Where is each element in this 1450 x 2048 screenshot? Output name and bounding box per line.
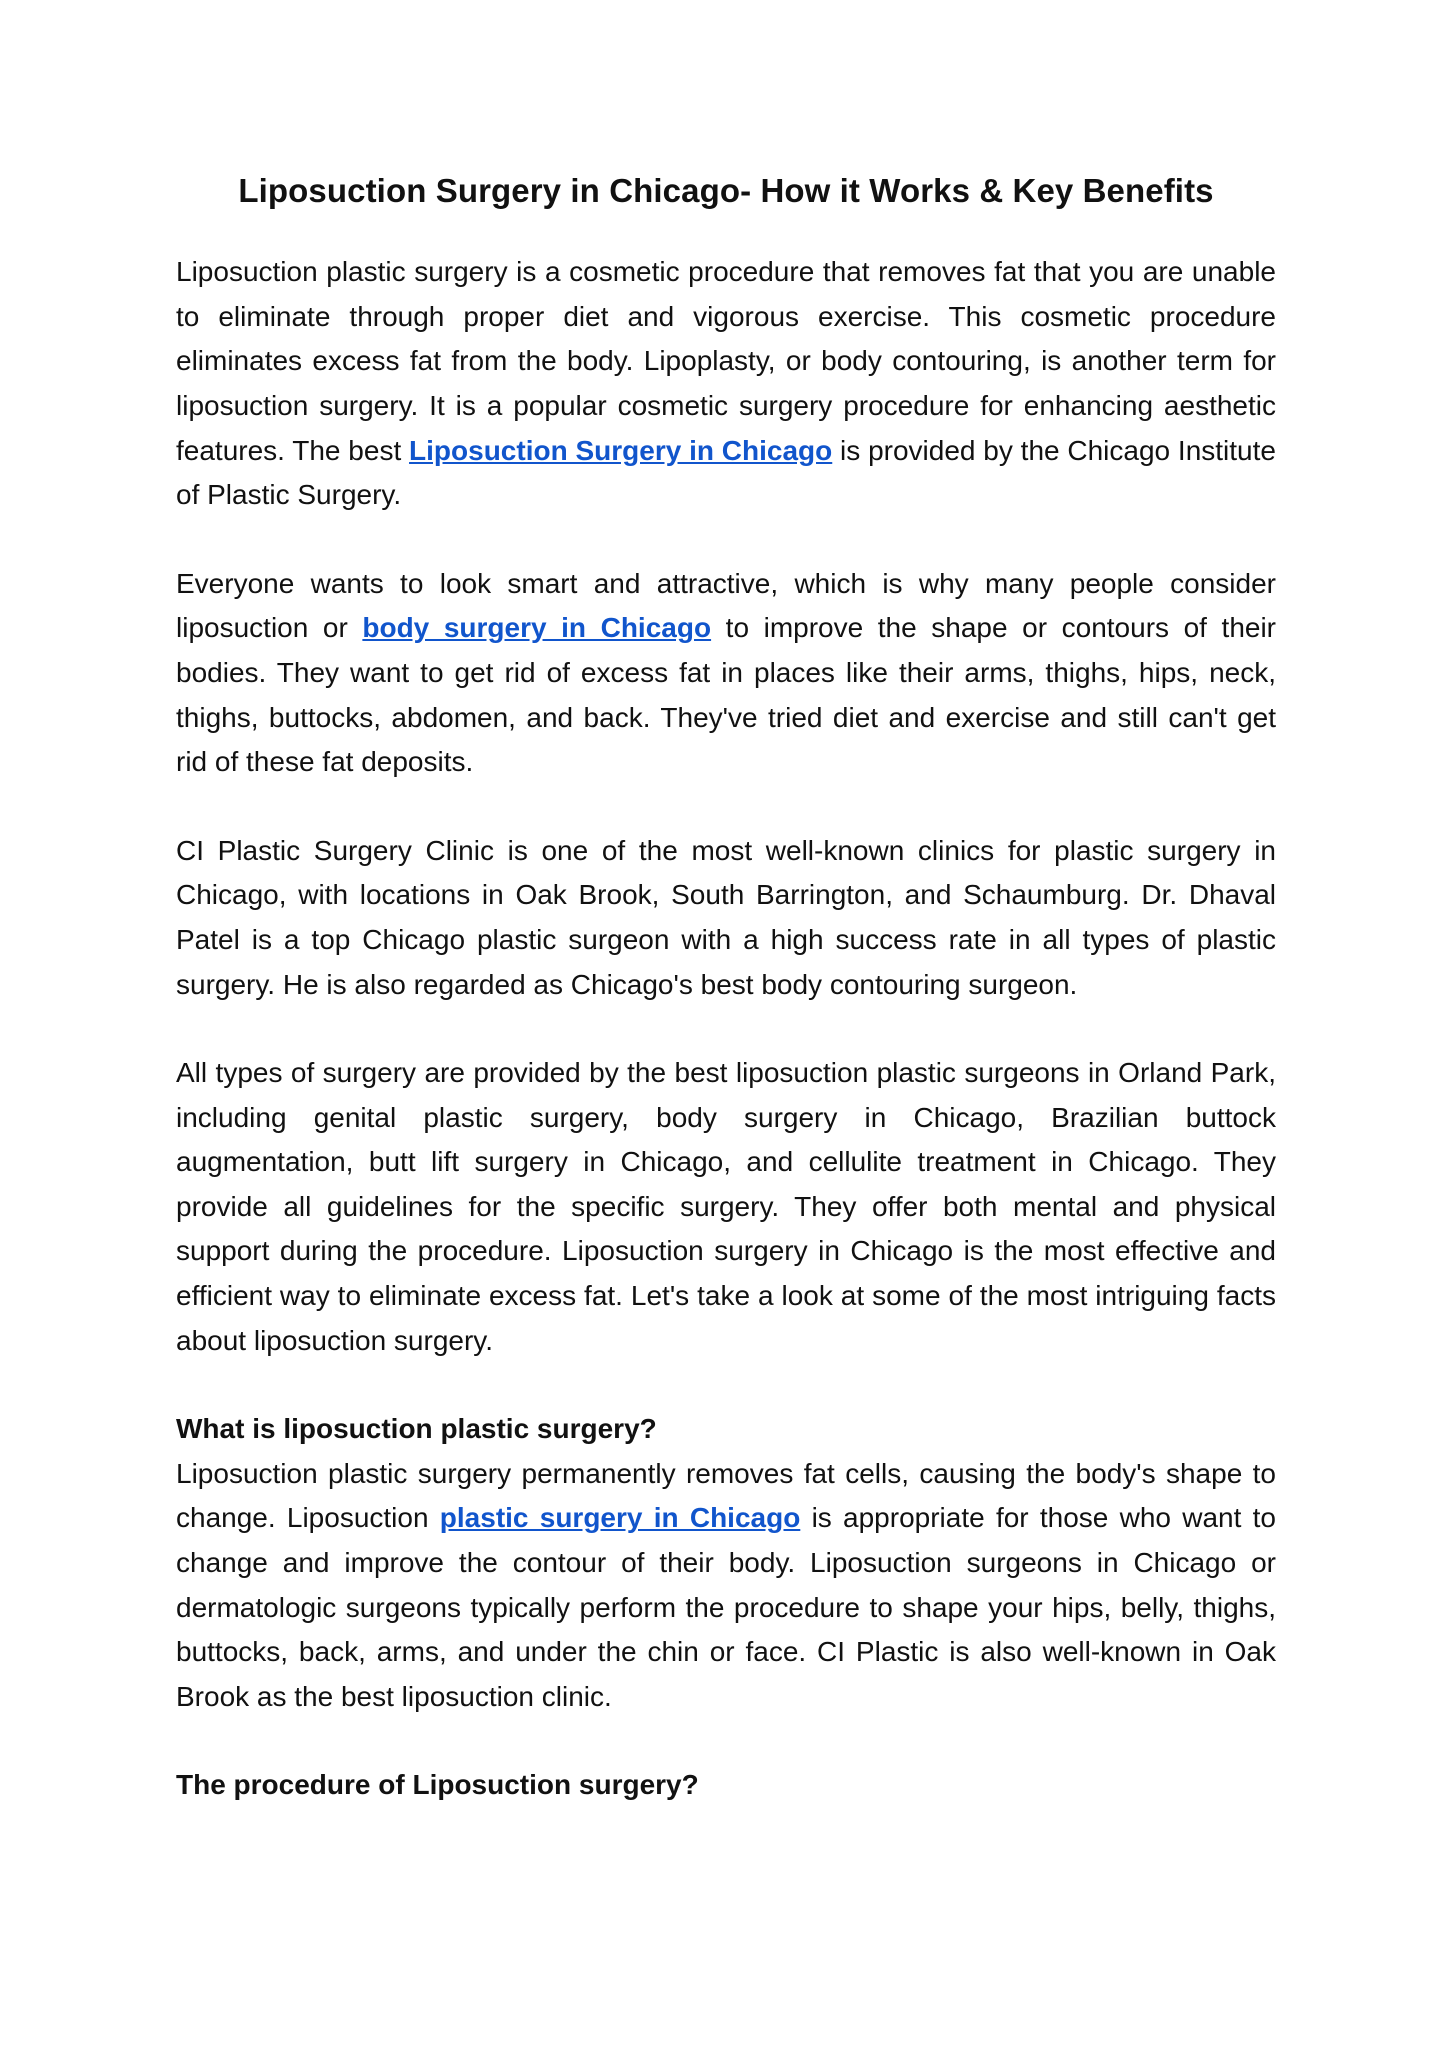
paragraph-what-is-liposuction — [176, 1452, 1276, 1720]
liposuction-surgery-chicago-link[interactable]: Liposuction Surgery in Chicago — [409, 434, 833, 466]
section-heading-what-is-liposuction: What is liposuction plastic surgery? — [176, 1413, 657, 1445]
body-surgery-chicago-link[interactable]: body surgery in Chicago — [362, 612, 712, 644]
paragraph-intro-text-before: Liposuction plastic surgery is a cosmetic procedure that removes fat that you are unable to eliminate through proper diet and vigorous exercise. This cosmetic procedure eliminates excess fat from the body. Lipoplasty, or body contouring, is another term for liposuction surgery. It is a popular cosmetic surgery procedure for enhancing aesthetic features. The best — [176, 256, 1276, 466]
paragraph-clinic: CI Plastic Surgery Clinic is one of the most well-known clinics for plastic surgery in Chicago, with locations in Oak Brook, South Barrington, and Schaumburg. Dr. Dhaval Patel is a top Chicago plastic surgeon with a high success rate in all types of plastic surgery. He is also regarded as Chicago's best body contouring surgeon. — [176, 834, 1276, 1000]
plastic-surgery-chicago-link[interactable]: plastic surgery in Chicago — [439, 1502, 801, 1534]
paragraph-intro — [176, 250, 1276, 518]
section-heading-procedure: The procedure of Liposuction surgery? — [176, 1769, 699, 1801]
document-title: Liposuction Surgery in Chicago- How it Works & Key Benefits — [238, 172, 1214, 209]
paragraph-surgery-types: All types of surgery are provided by the best liposuction plastic surgeons in Orland Park, including genital plastic surgery, body surgery in Chicago, Brazilian buttock augmentation, butt lift surgery in Chicago, and cellulite treatment in Chicago. They provide all guidelines for the specific surgery. They offer both mental and physical support during the procedure. Liposuction surgery in Chicago is the most effective and efficient way to eliminate excess fat. Let's take a look at some of the most intriguing facts about liposuction surgery. — [176, 1057, 1276, 1356]
paragraph-attractive — [176, 562, 1276, 785]
paragraph-attractive-text-after: to improve the shape or contours of their bodies. They want to get rid of excess fat in places like their arms, thighs, hips, neck, thighs, buttocks, abdomen, and back. They've tried diet and exercise and still can't get rid of these fat deposits. — [176, 612, 1277, 778]
paragraph-what-is-text-after: is appropriate for those who want to change and improve the contour of their body. Liposuction surgeons in Chicago or dermatologic surgeons typically perform the procedure to shape your hips, belly, thighs, buttocks, back, arms, and under the chin or face. CI Plastic is also well-known in Oak Brook as the best liposuction clinic. — [176, 1502, 1276, 1712]
paragraph-intro-text-after: is provided by the Chicago Institute of Plastic Surgery. — [176, 434, 1276, 511]
paragraph-what-is-text-before: Liposuction plastic surgery permanently removes fat cells, causing the body's shape to change. Liposuction — [176, 1457, 1276, 1534]
paragraph-attractive-text-before: Everyone wants to look smart and attractive, which is why many people consider liposuction or — [176, 567, 1276, 644]
document-page — [176, 168, 1276, 1808]
